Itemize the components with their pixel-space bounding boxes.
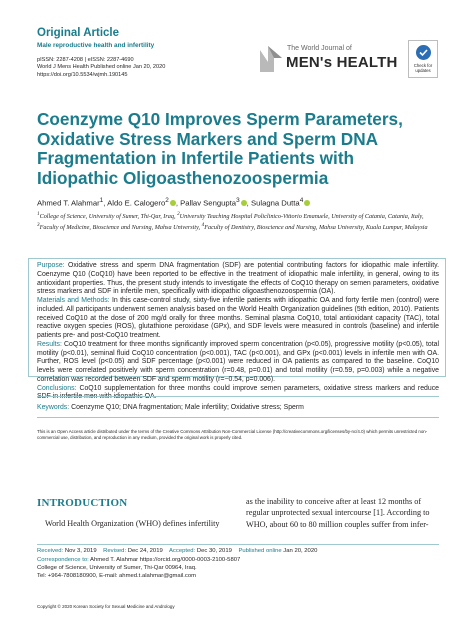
- correspondence-orcid[interactable]: https://orcid.org/0000-0003-2100-5807: [139, 557, 241, 563]
- crossmark-line1: Check for: [413, 63, 433, 68]
- affiliation-sup: 1: [37, 211, 40, 217]
- logo-big-text: MEN's HEALTH: [286, 54, 398, 71]
- article-dates: [37, 548, 447, 554]
- correspondence-label: Correspondence to:: [37, 557, 89, 563]
- author-separator: ,: [103, 198, 106, 208]
- affiliation-text: Faculty of Medicine, Bioscience and Nursing, Mahsa University,: [39, 224, 202, 232]
- article-title: Coenzyme Q10 Improves Sperm Parameters, Oxidative Stress Markers and Sperm DNA Fragmentation in Infertile Patients with Idiopathic Oligoasthenozoospermia: [37, 109, 403, 188]
- crossmark-icon: [416, 45, 431, 60]
- accepted-label: Accepted:: [169, 548, 196, 554]
- accepted-date: Dec 30, 2019: [195, 548, 232, 554]
- author-affiliation-sup: 2: [165, 197, 169, 204]
- revised-date: Dec 24, 2019: [126, 548, 163, 554]
- abstract-results-label: Results:: [37, 340, 62, 348]
- publication-meta: [37, 57, 287, 79]
- introduction-heading: INTRODUCTION: [37, 497, 128, 509]
- article-type: Original Article: [37, 27, 120, 39]
- author-affiliation-sup: 1: [99, 197, 104, 204]
- abstract-conclusions-label: Conclusions:: [37, 384, 77, 392]
- correspondence-name: Ahmed T. Alahmar: [88, 557, 139, 563]
- published-date: Jan 20, 2020: [281, 548, 318, 554]
- keywords: [37, 404, 439, 411]
- journal-reference: World J Mens Health Published online Jan 20, 2020: [37, 64, 166, 71]
- correspondence-contact: Tel: +964-7808180900, E-mail: ahmed.t.alahmar@gmail.com: [37, 572, 197, 579]
- author-name: Sulagna Dutta: [250, 198, 300, 208]
- license-statement: This is an Open Access article distributed under the terms of the Creative Commons Attribution Non-Commercial License (http://creativecommons.org/licenses/by-nc/4.0) which permits unrestricted non-commercial use, distribution, and reproduction in any medium, provided the original work is properly cited.: [37, 429, 428, 440]
- introduction-left-column: World Health Organization (WHO) defines infertility: [45, 519, 220, 528]
- affiliation-text: University Teaching Hospital Policlinico-Vittorio Emanuele, University of Catania, Catania, Italy,: [179, 213, 424, 221]
- article-subtype: Male reproductive health and infertility: [37, 42, 155, 49]
- keywords-divider-bottom: [37, 417, 439, 418]
- affiliation-sup: 4: [201, 222, 205, 229]
- footer-divider: [37, 544, 439, 545]
- logo-small-text: The World Journal of: [287, 45, 352, 52]
- journal-logo: [258, 41, 408, 77]
- affiliation-sup: 3: [37, 222, 40, 229]
- abstract-methods: In this case-control study, sixty-five infertile patients with idiopathic OA and forty fertile men (control) were included. All participants underwent semen analysis based on the World Health Organization guidelines (5th edition, 2010). Patients received CoQ10 at the dose of 200 mg/d orally for three months. Seminal plasma CoQ10, total antioxidant capacity (TAC), total reactive oxygen species (ROS), glutathione peroxidase (GPx), and SDF levels were measured in controls (baseline) and infertile patients pre- and post-CoQ10 treatment.: [37, 297, 439, 339]
- abstract-purpose-label: Purpose:: [37, 262, 65, 269]
- author-name: Ahmed T. Alahmar: [37, 198, 100, 208]
- mens-health-journal-logo-icon: [258, 44, 284, 74]
- affiliation-text: College of Science, University of Sumer, Thi-Qar, Iraq,: [39, 213, 178, 221]
- abstract: [37, 262, 439, 402]
- crossmark-line2: updates: [415, 68, 431, 73]
- crossmark-badge[interactable]: [408, 40, 438, 78]
- doi-link[interactable]: https://doi.org/10.5534/wjmh.190145: [37, 71, 128, 78]
- received-date: Nov 3, 2019: [63, 548, 97, 554]
- affiliation-sup: 2: [177, 211, 180, 217]
- keywords-text: Coenzyme Q10; DNA fragmentation; Male infertility; Oxidative stress; Sperm: [69, 404, 304, 411]
- author-separator: ,: [246, 198, 249, 208]
- correspondence: [37, 557, 439, 581]
- author-name: Pallav Sengupta: [180, 198, 237, 208]
- author-affiliation-sup: 3: [236, 197, 240, 204]
- orcid-icon[interactable]: [304, 200, 310, 206]
- keywords-label: Keywords:: [37, 404, 70, 411]
- article-header: [37, 27, 287, 79]
- author-affiliation-sup: 4: [299, 197, 304, 204]
- author-list: [37, 197, 437, 208]
- published-label: Published online: [238, 548, 282, 554]
- abstract-results: CoQ10 treatment for three months significantly improved sperm concentration (p<0.05), progressive motility (p<0.05), total motility (p<0.01), seminal fluid CoQ10 concentration (p<0.001), TAC (p<0.001), and GPx (p<0.001) levels in infertile men with OA. Further, ROS level (p<0.05) and SDF percentage (p<0.001) were reduced in OA patients as compared to the baseline. CoQ10 levels were correlated positively with sperm concentration (r=0.48, p=0.01) and total motility (r=0.59, p=0.003) while a negative correlation was recorded between SDF and sperm motility (r=−0.54, p=0.006).: [37, 340, 439, 383]
- crossmark-label: [409, 63, 437, 73]
- introduction-right-column: as the inability to conceive after at least 12 months of regular unprotected sexual intercourse [1]. According to WHO, about 60 to 80 million couples suffer from infer-: [246, 497, 430, 529]
- abstract-conclusions: CoQ10 supplementation for three months could improve semen parameters, oxidative stress markers and reduce SDF in infertile men with idiopathic OA.: [37, 384, 439, 401]
- revised-label: Revised:: [103, 548, 127, 554]
- received-label: Received:: [37, 548, 64, 554]
- author-name: Aldo E. Calogero: [107, 198, 166, 208]
- issn: pISSN: 2287-4208 | eISSN: 2287-4690: [37, 57, 134, 63]
- abstract-purpose: Oxidative stress and sperm DNA fragmentation (SDF) are potential contributing factors for idiopathic male infertility. Coenzyme Q10 (CoQ10) have been reported to be effective in the treatment of idiopathic male infertility, in general, owing to its antioxidant properties. Thus, the present study intends to investigate the effects of CoQ10 therapy on semen parameters, oxidative stress markers and SDF in infertile men, specifically with idiopathic oligoasthenozoospermia (OA).: [37, 262, 439, 296]
- affiliation-text: Faculty of Dentistry, Bioscience and Nursing, Mahsa University, Kuala Lumpur, Malaysia: [204, 224, 428, 232]
- author-separator: ,: [175, 198, 178, 208]
- keywords-divider-top: [37, 396, 439, 397]
- copyright-notice: Copyright © 2020 Korean Society for Sexual Medicine and Andrology: [37, 604, 175, 609]
- correspondence-address: College of Science, University of Sumer, Thi-Qar 00964, Iraq.: [37, 564, 197, 571]
- abstract-methods-label: Materials and Methods:: [37, 297, 110, 304]
- affiliations: [37, 210, 437, 233]
